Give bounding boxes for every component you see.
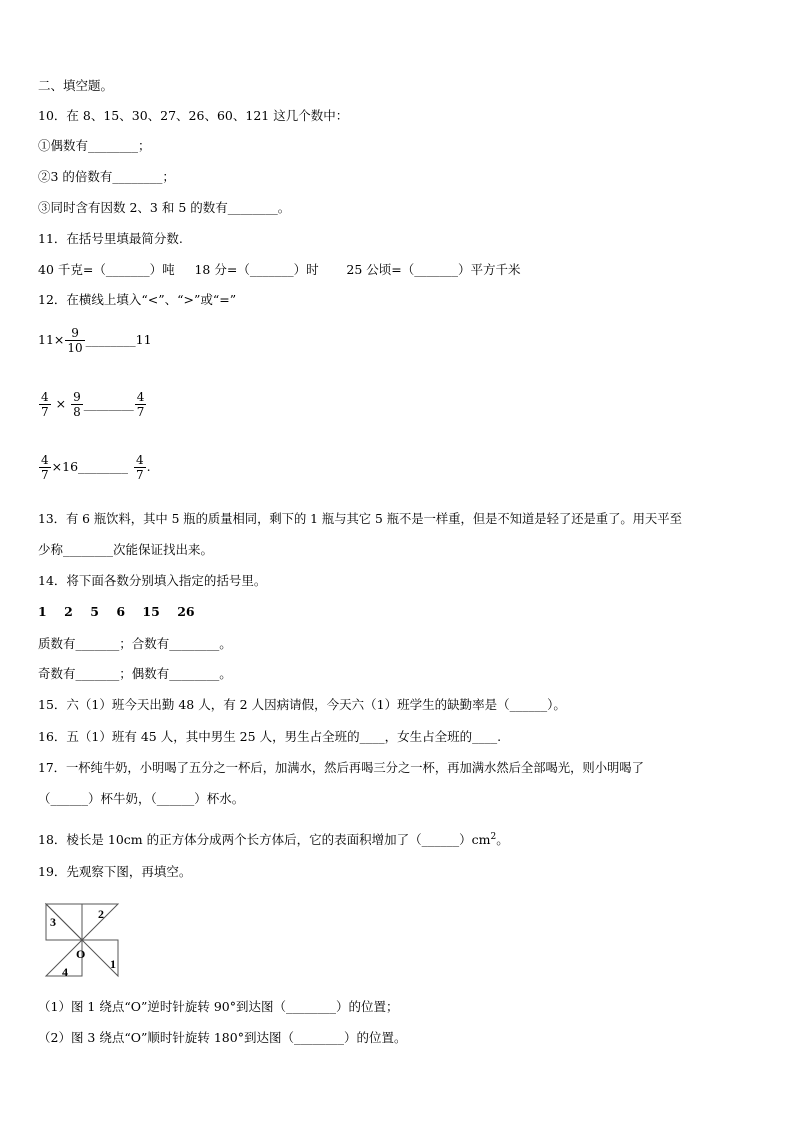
fraction [71, 390, 83, 419]
q18-text: 18．棱长是 10cm 的正方体分成两个长方体后，它的表面积增加了（______） [38, 832, 472, 848]
q12-r1-left: 11× [38, 332, 65, 347]
numerator: 4 [41, 390, 49, 404]
denominator: 7 [41, 468, 49, 482]
q11-line: 40 千克=（_______）吨 18 分=（_______）时 25 公顷=（_______）平方千米 [38, 262, 521, 277]
fraction [65, 326, 84, 355]
label-2: 2 [98, 907, 104, 921]
q15: 15．六（1）班今天出勤 48 人，有 2 人因病请假，今天六（1）班学生的缺勤率是（______）。 [38, 697, 566, 712]
fraction [39, 390, 51, 419]
label-1: 1 [110, 957, 116, 971]
denominator: 10 [67, 341, 83, 355]
denominator: 8 [73, 405, 81, 419]
q18 [38, 829, 509, 848]
fraction [134, 453, 146, 482]
q18-end: 。 [496, 832, 509, 848]
q19-stem: 19．先观察下图，再填空。 [38, 864, 192, 879]
q12-row-3 [38, 453, 151, 482]
q14-line-2: 奇数有_______；偶数有________。 [38, 666, 232, 681]
label-3: 3 [50, 915, 56, 929]
q10-part-b: ②3 的倍数有________； [38, 169, 175, 184]
pinwheel-figure [44, 896, 128, 982]
label-o: O [76, 947, 86, 961]
q11-stem: 11．在括号里填最简分数. [38, 231, 183, 246]
q14-line-1: 质数有_______；合数有________。 [38, 636, 232, 651]
answer-blank[interactable]: ________ [85, 332, 136, 347]
q12-row-1 [38, 326, 152, 355]
q19-part-b: （2）图 3 绕点“O”顺时针旋转 180°到达图（________）的位置。 [38, 1030, 407, 1045]
denominator: 7 [136, 468, 144, 482]
numerator: 9 [73, 390, 81, 404]
numerator: 9 [71, 326, 79, 340]
q18-unit-exponent: 2 [490, 832, 497, 842]
q17-line-1: 17．一杯纯牛奶，小明喝了五分之一杯后，加满水，然后再喝三分之一杯，再加满水然后全部喝光，则小明喝了 [38, 761, 644, 775]
denominator: 7 [136, 405, 145, 419]
q12-stem: 12．在横线上填入“<”、“>”或“=” [38, 292, 237, 307]
q14-stem: 14．将下面各数分别填入指定的括号里。 [38, 573, 267, 588]
fraction [39, 453, 51, 482]
q13-line-2: 少称________次能保证找出来。 [38, 542, 214, 557]
q12-r3-mid: ×16 [51, 459, 79, 474]
section-title: 二、填空题。 [38, 78, 114, 93]
numerator: 4 [41, 453, 49, 467]
q12-r1-right: 11 [135, 332, 152, 347]
q14-numbers: 1 2 5 6 15 26 [38, 604, 195, 619]
fraction [135, 390, 147, 419]
numerator: 4 [136, 453, 144, 467]
q16: 16．五（1）班有 45 人，其中男生 25 人，男生占全班的____，女生占全班的____. [38, 729, 502, 744]
q10-part-c: ③同时含有因数 2、3 和 5 的数有________。 [38, 200, 291, 215]
q12-row-2 [38, 390, 147, 419]
numerator: 4 [136, 390, 145, 404]
q19-part-a: （1）图 1 绕点“O”逆时针旋转 90°到达图（________）的位置； [38, 999, 399, 1014]
q13-line-1: 13．有 6 瓶饮料，其中 5 瓶的质量相同，剩下的 1 瓶与其它 5 瓶不是一样重，但是不知道是轻了还是重了。用天平至 [38, 512, 682, 526]
times-sign: × [55, 396, 67, 411]
label-4: 4 [62, 965, 68, 979]
q18-unit: cm [471, 832, 491, 848]
denominator: 7 [41, 405, 49, 419]
answer-blank[interactable]: ________ [78, 459, 129, 474]
answer-blank[interactable]: ________ [83, 396, 134, 411]
q10-stem: 10．在 8、15、30、27、26、60、121 这几个数中： [38, 108, 349, 123]
q12-r3-end: . [146, 459, 151, 474]
q10-part-a: ①偶数有________； [38, 138, 151, 153]
q17-line-2: （______）杯牛奶，（______）杯水。 [38, 791, 245, 806]
